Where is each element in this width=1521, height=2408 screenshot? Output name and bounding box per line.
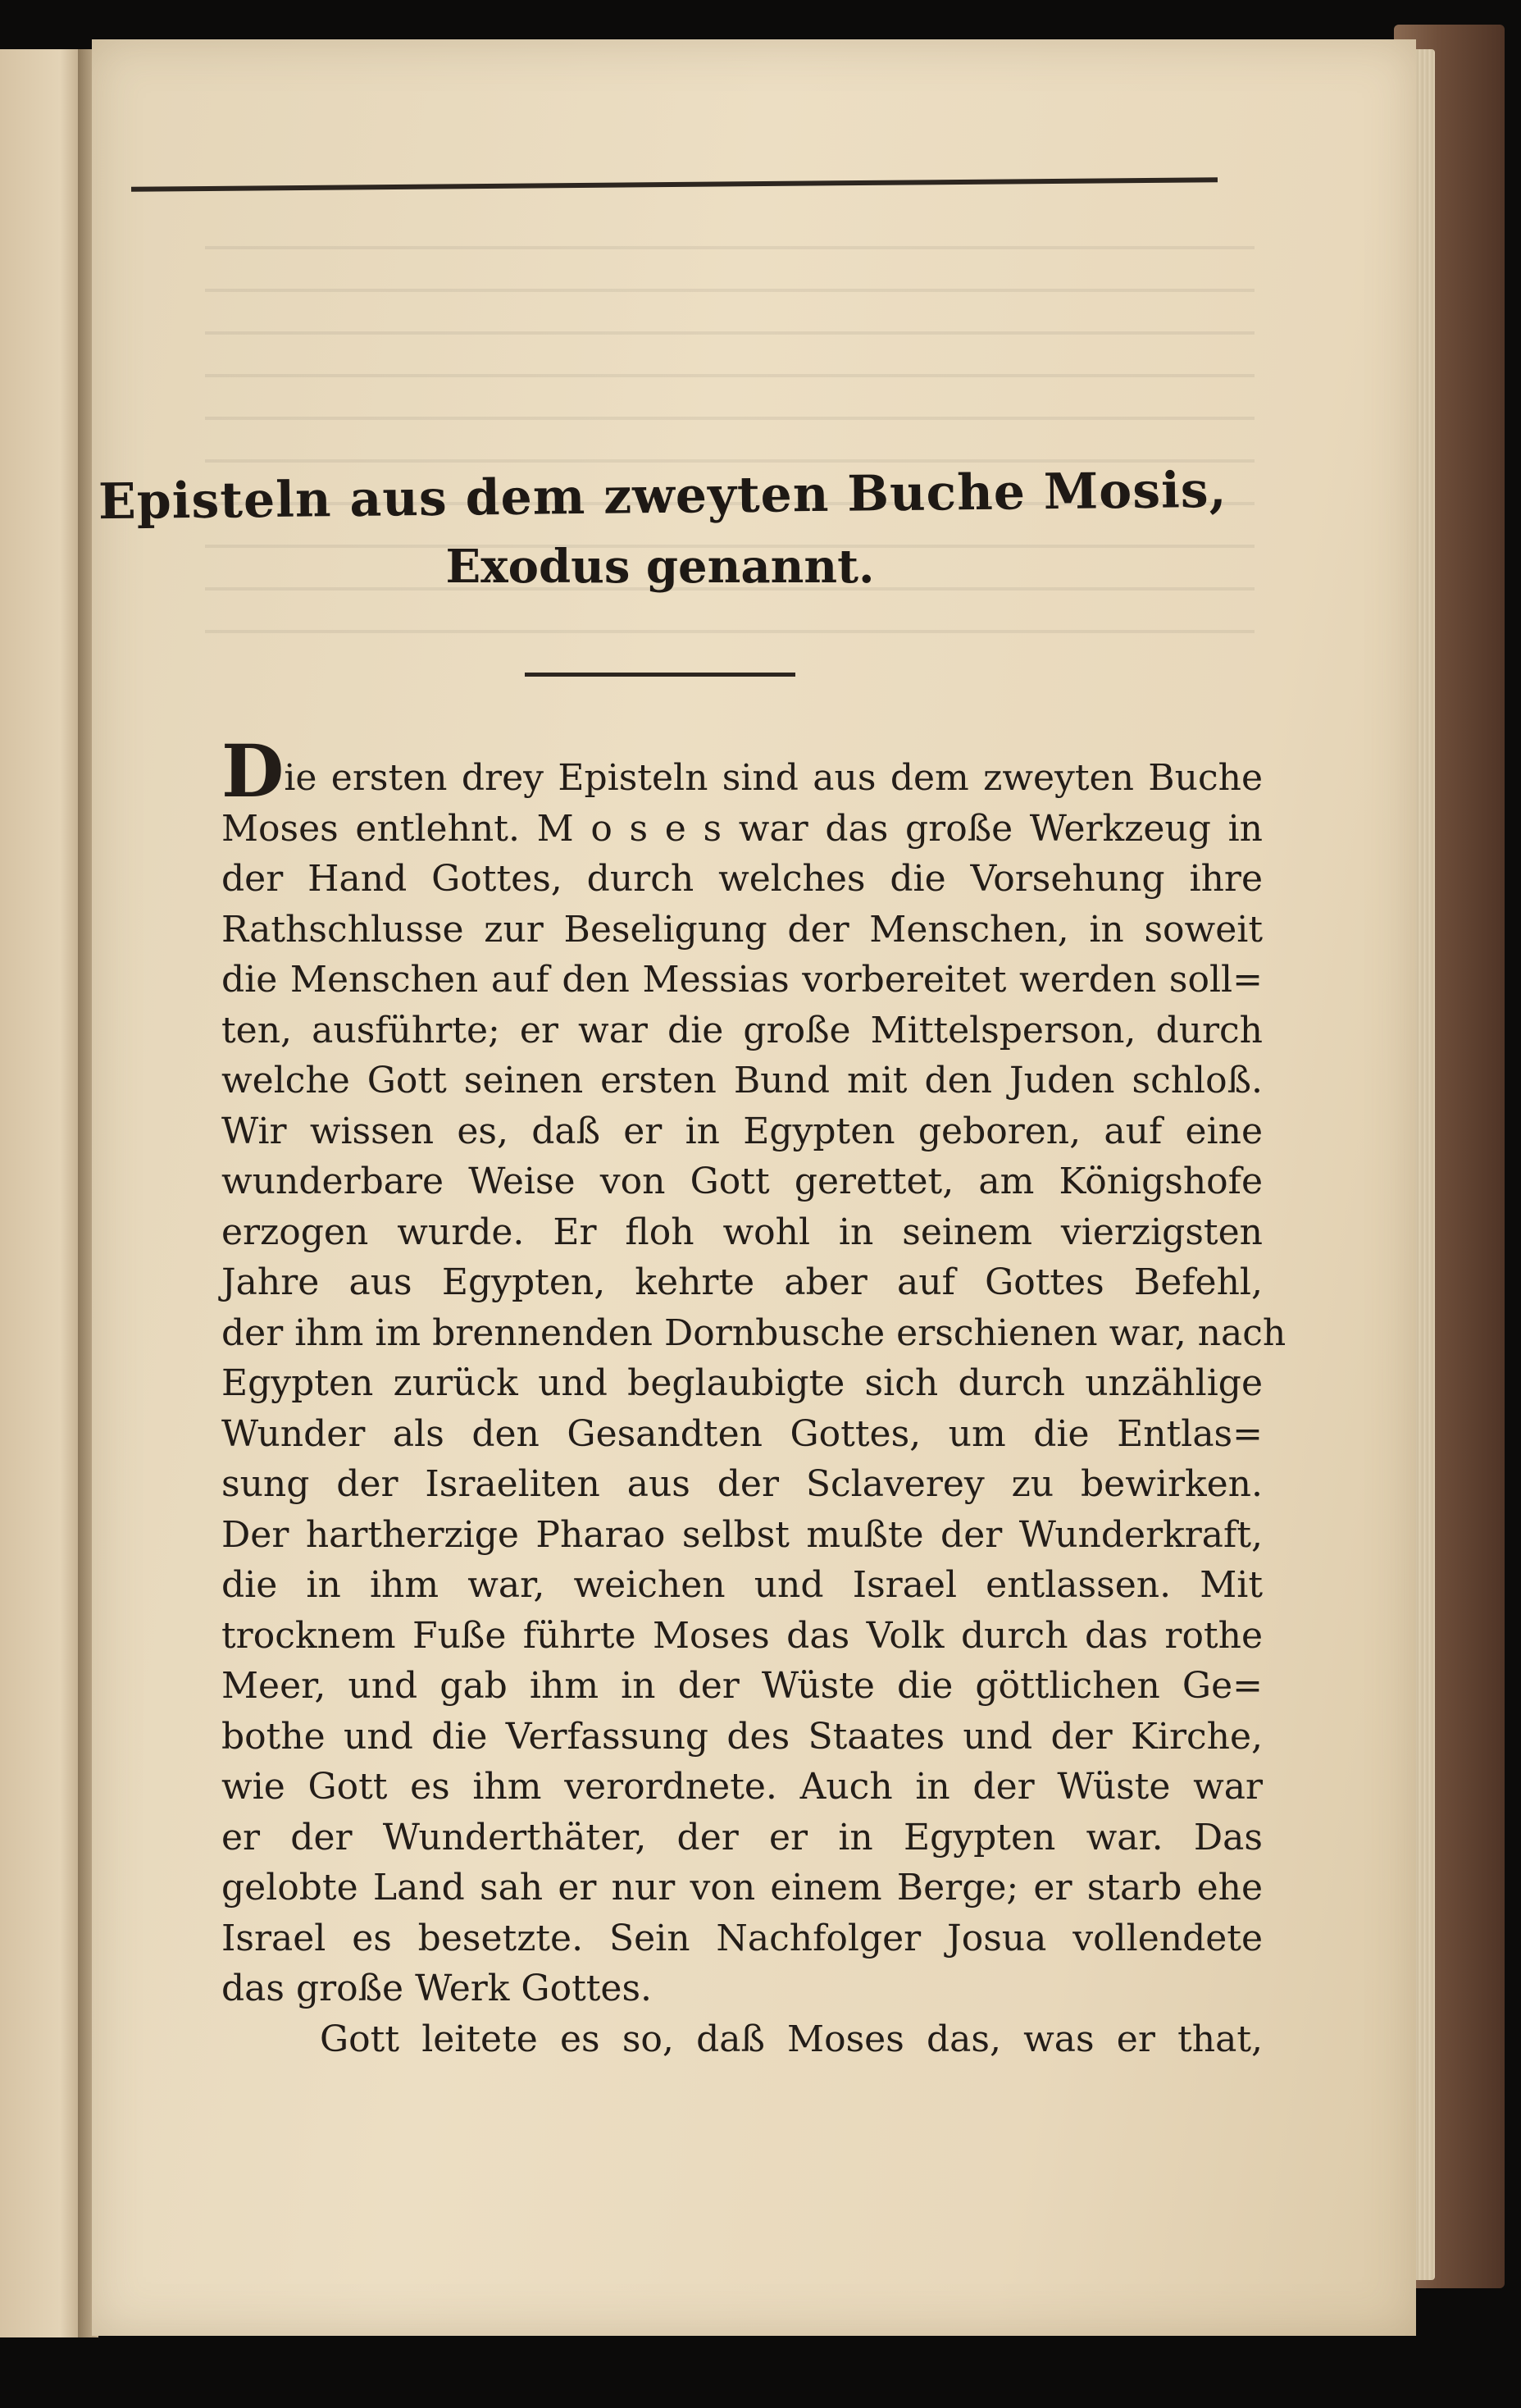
text-line-content: ie ersten drey Episteln sind aus dem zweyten Buche: [284, 757, 1263, 799]
text-line: Jahre aus Egypten, kehrte aber auf Gottes Befehl,: [221, 1261, 1263, 1303]
text-line: erzogen wurde. Er floh wohl in seinem vierzigsten: [221, 1211, 1263, 1253]
text-line: trocknem Fuße führte Moses das Volk durch das rothe: [221, 1614, 1263, 1657]
text-line: wie Gott es ihm verordnete. Auch in der Wüste war: [221, 1766, 1263, 1808]
text-line: welche Gott seinen ersten Bund mit den Juden schloß.: [221, 1060, 1263, 1101]
text-line: bothe und die Verfassung des Staates und der Kirche,: [221, 1715, 1263, 1758]
chapter-heading: [98, 461, 1227, 598]
heading-separator-rule: [525, 673, 795, 677]
text-line: Wir wissen es, daß er in Egypten geboren, auf eine: [221, 1110, 1263, 1152]
drop-cap: D: [221, 728, 285, 814]
text-line: die Menschen auf den Messias vorbereitet werden soll=: [221, 959, 1263, 1001]
text-line: Israel es besetzte. Sein Nachfolger Josua vollendete: [221, 1917, 1263, 1959]
text-line: Der hartherzige Pharao selbst mußte der Wunderkraft,: [221, 1513, 1263, 1556]
next-paragraph-line: Gott leitete es so, daß Moses das, was er that,: [320, 2018, 1263, 2060]
heading-line-1: Episteln aus dem zweyten Buche Mosis,: [98, 461, 1227, 531]
text-line: wunderbare Weise von Gott gerettet, am Königshofe: [221, 1161, 1263, 1202]
text-line: der ihm im brennenden Dornbusche erschienen war, nach: [221, 1311, 1286, 1354]
text-line: Rathschlusse zur Beseligung der Menschen, in soweit: [221, 908, 1263, 951]
text-line: er der Wunderthäter, der er in Egypten war. Das: [221, 1816, 1263, 1858]
text-line: die in ihm war, weichen und Israel entlassen. Mit: [221, 1564, 1263, 1606]
left-page-edge: [0, 49, 86, 2337]
text-line: Meer, und gab ihm in der Wüste die göttlichen Ge=: [221, 1665, 1263, 1707]
text-line: Moses entlehnt. M o s e s war das große Werkzeug in: [221, 807, 1263, 850]
text-line: gelobte Land sah er nur von einem Berge; er starb ehe: [221, 1867, 1263, 1909]
text-line: Wunder als den Gesandten Gottes, um die Entlas=: [221, 1412, 1263, 1455]
text-line: [221, 728, 1263, 814]
text-line: Egypten zurück und beglaubigte sich durch unzählige: [221, 1362, 1263, 1404]
heading-line-2: Exodus genannt.: [445, 540, 875, 594]
text-line: der Hand Gottes, durch welches die Vorsehung ihre: [221, 858, 1263, 900]
text-line: das große Werk Gottes.: [221, 1968, 653, 2009]
text-line: ten, ausführte; er war die große Mittelsperson, durch: [221, 1009, 1263, 1051]
body-paragraph: [221, 728, 1286, 2064]
text-line: sung der Israeliten aus der Sclaverey zu bewirken.: [221, 1463, 1263, 1505]
